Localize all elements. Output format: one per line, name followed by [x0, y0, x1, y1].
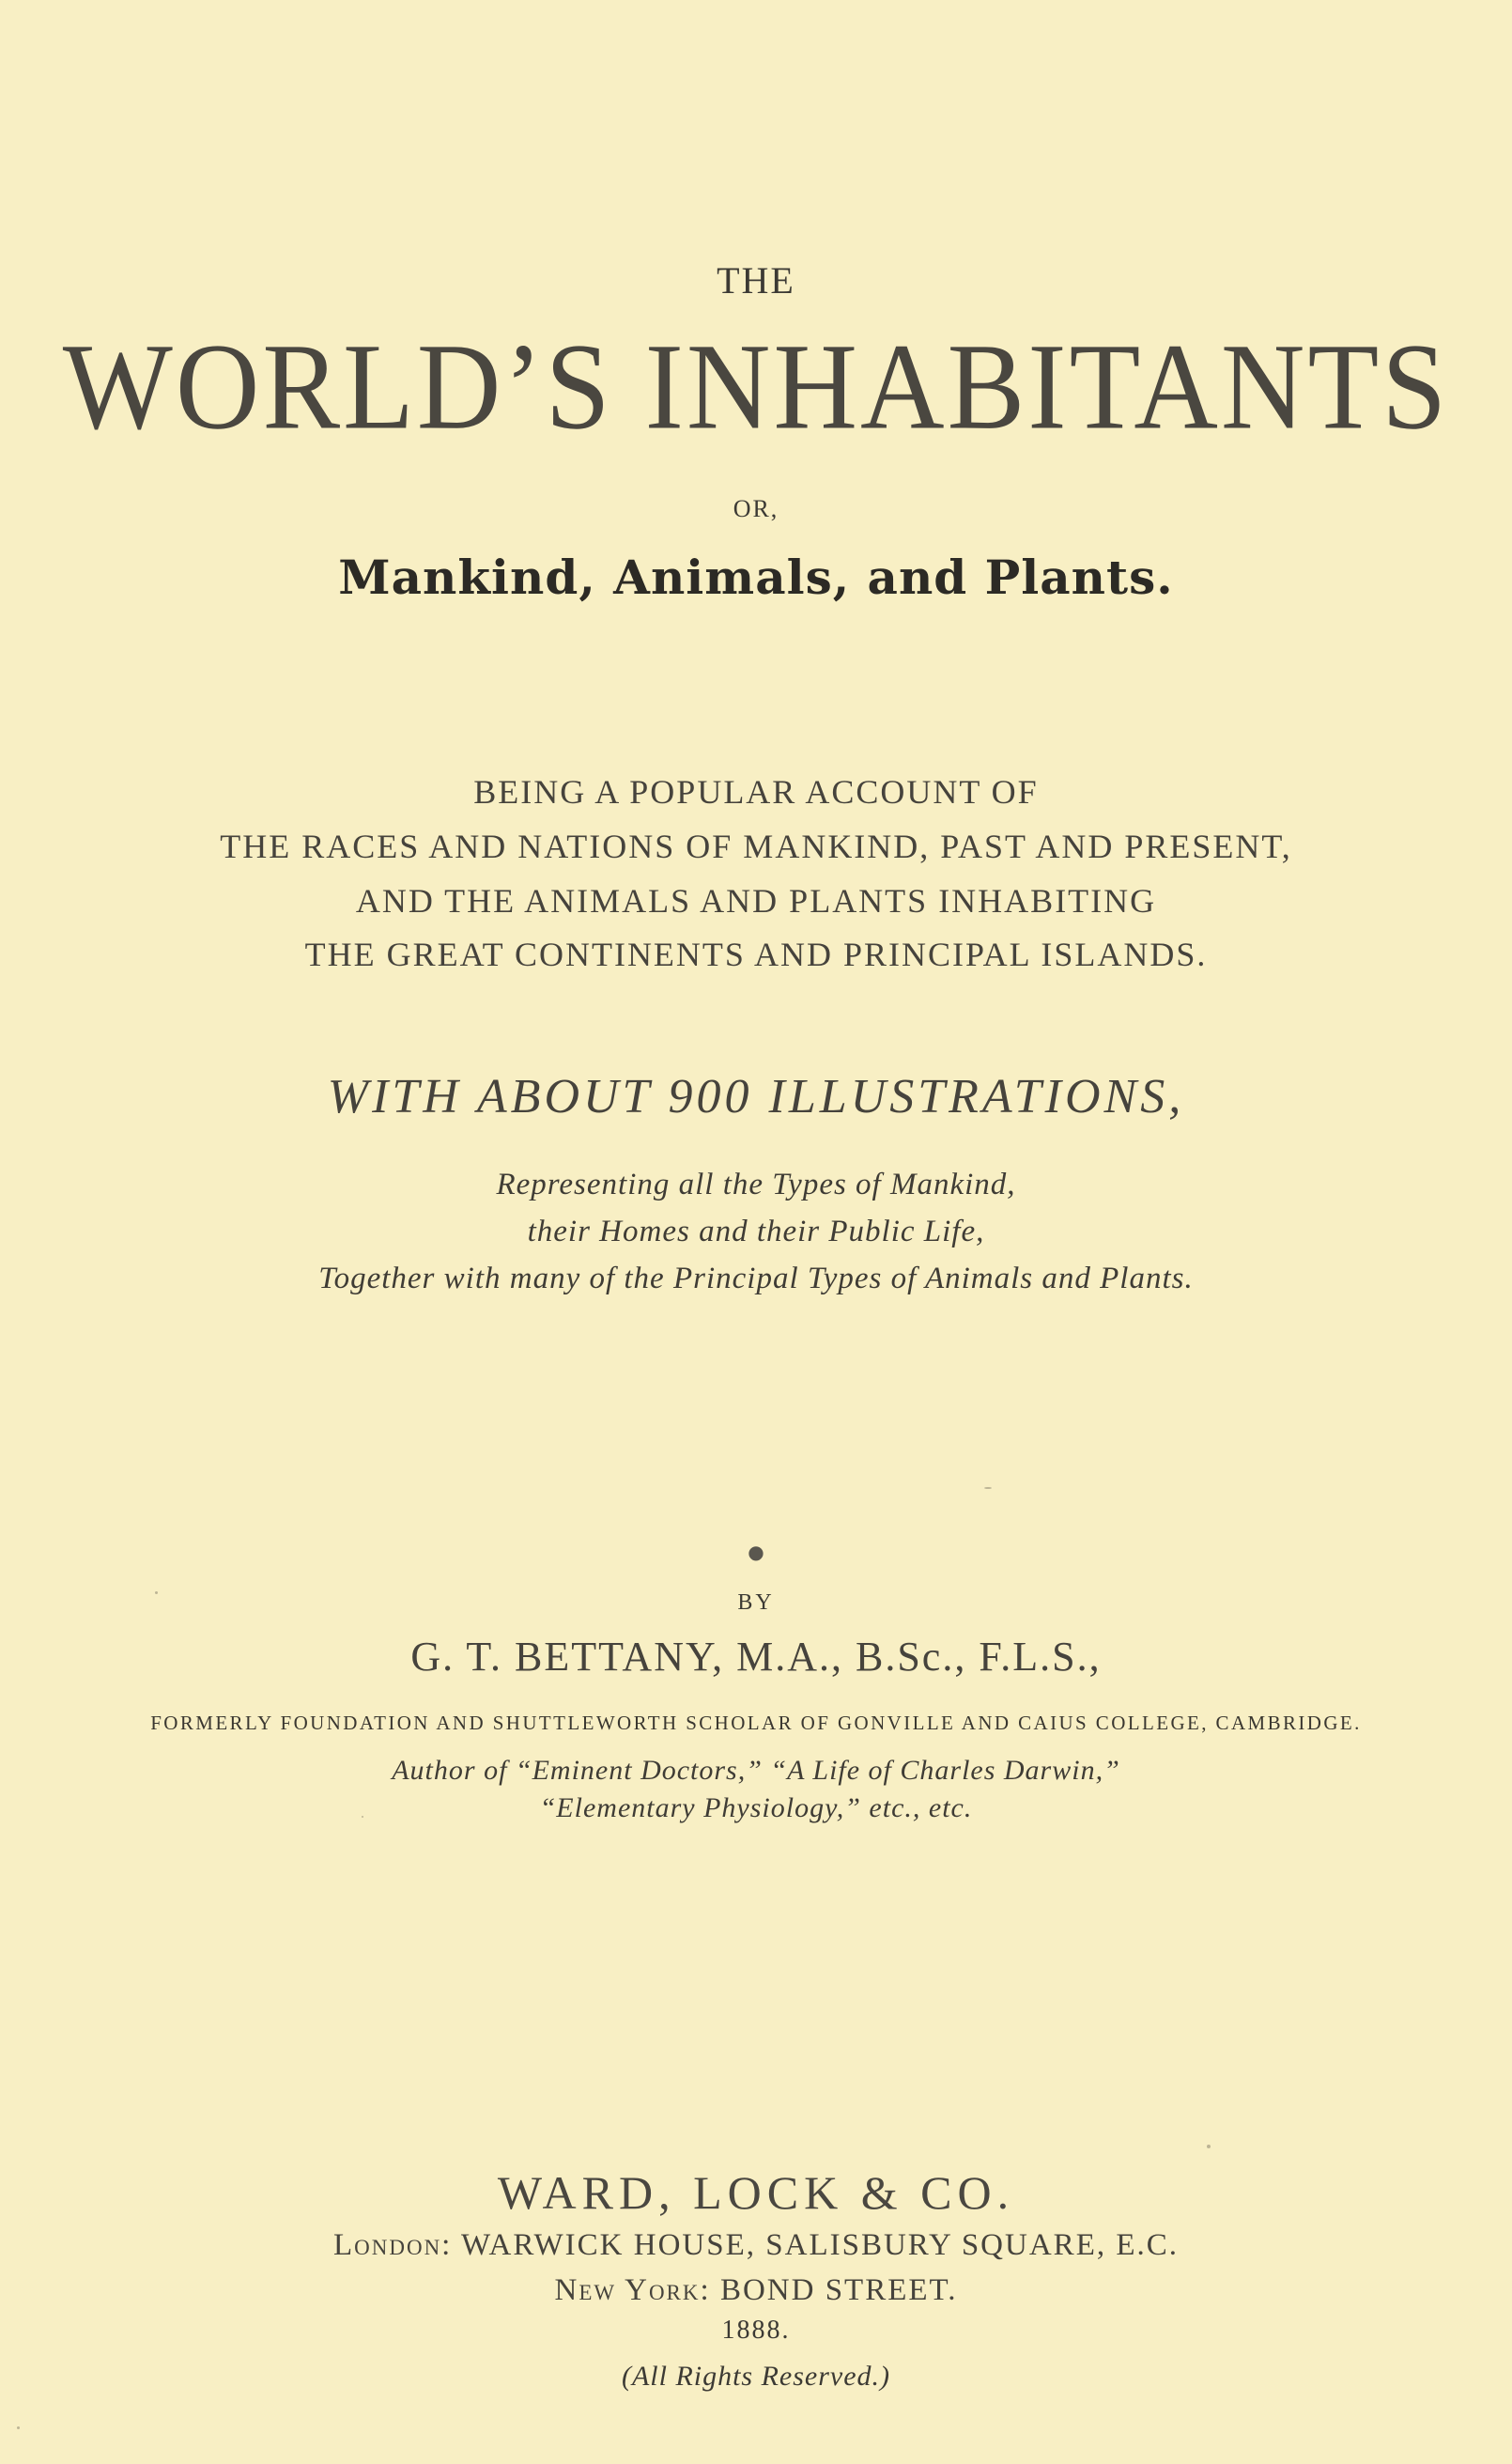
- main-title: WORLD’S INHABITANTS: [62, 318, 1450, 456]
- illustrations-detail-line: their Homes and their Public Life,: [527, 1215, 985, 1248]
- subtitle: Mankind, Animals, and Plants.: [338, 550, 1174, 605]
- description-line: THE GREAT CONTINENTS AND PRINCIPAL ISLANDS.: [304, 936, 1208, 973]
- newyork-address: BOND STREET.: [719, 2273, 958, 2307]
- title-the: THE: [717, 259, 795, 302]
- paper-speck: [362, 1816, 363, 1818]
- author-name: G. T. BETTANY, M.A., B.Sc., F.L.S.,: [410, 1634, 1102, 1680]
- newyork-address-line: [0, 2273, 1512, 2308]
- paper-speck: [1207, 2145, 1211, 2148]
- london-address: WARWICK HOUSE, SALISBURY SQUARE, E.C.: [461, 2228, 1180, 2262]
- illustrations-detail-line: Together with many of the Principal Types of Animals and Plants.: [318, 1262, 1194, 1295]
- ornament-icon: ●: [748, 1541, 764, 1563]
- paper-speck: [155, 1591, 158, 1594]
- london-address-line: [0, 2228, 1512, 2263]
- description-line: THE RACES AND NATIONS OF MANKIND, PAST AND PRESENT,: [220, 828, 1292, 865]
- illustrations-detail-line: Representing all the Types of Mankind,: [496, 1168, 1016, 1201]
- rights-notice: (All Rights Reserved.): [621, 2361, 891, 2392]
- author-works-line: “Elementary Physiology,” etc., etc.: [539, 1792, 973, 1823]
- by-label: BY: [737, 1590, 775, 1615]
- author-works-line: Author of “Eminent Doctors,” “A Life of Charles Darwin,”: [392, 1755, 1120, 1786]
- description-line: AND THE ANIMALS AND PLANTS INHABITING: [355, 882, 1157, 920]
- london-label: London:: [332, 2228, 453, 2262]
- paper-speck: [17, 2426, 20, 2429]
- title-or: OR,: [733, 495, 779, 522]
- newyork-label: New York:: [554, 2273, 711, 2307]
- paper-speck: [984, 1487, 992, 1489]
- publication-year: 1888.: [721, 2316, 791, 2345]
- illustrations-heading: WITH ABOUT 900 ILLUSTRATIONS,: [327, 1070, 1185, 1124]
- description-line: BEING A POPULAR ACCOUNT OF: [473, 773, 1039, 811]
- author-position: FORMERLY FOUNDATION AND SHUTTLEWORTH SCHOLAR OF GONVILLE AND CAIUS COLLEGE, CAMBRIDGE.: [150, 1712, 1362, 1734]
- publisher: WARD, LOCK & CO.: [497, 2166, 1015, 2219]
